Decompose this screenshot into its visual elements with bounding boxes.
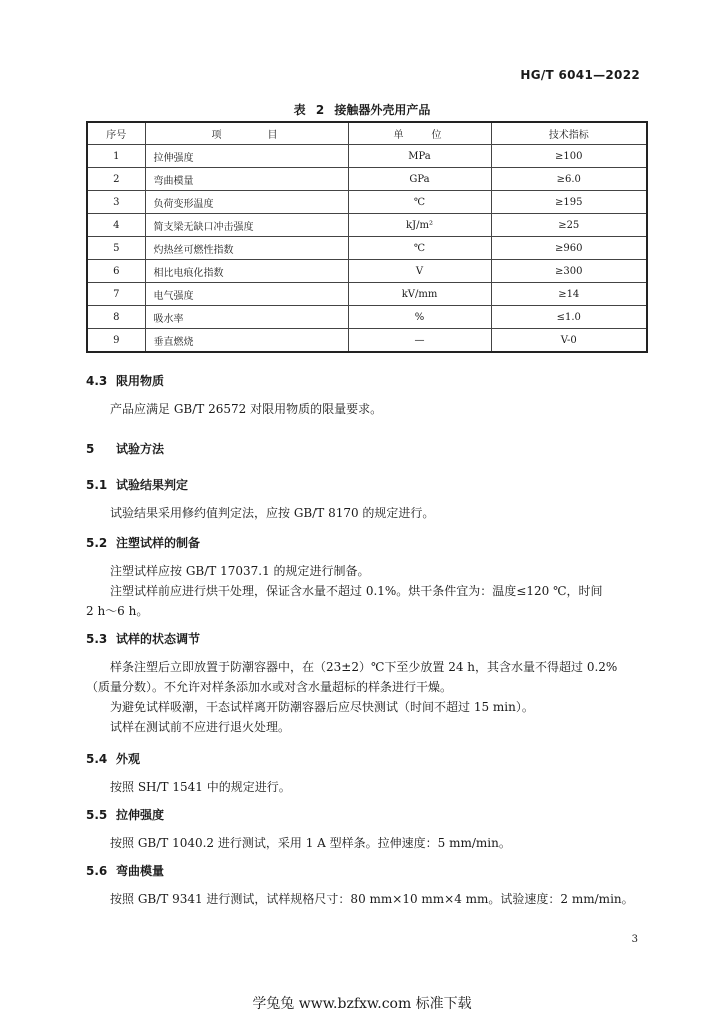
table-row <box>87 145 647 168</box>
row-unit-cell: kV/mm <box>348 283 491 306</box>
table-row <box>87 214 647 237</box>
row-value-cell: ≥6.0 <box>491 168 647 191</box>
row-no-cell: 4 <box>87 214 145 237</box>
paragraph-line: 2 h～6 h。 <box>86 604 149 618</box>
row-value-cell: ≥14 <box>491 283 647 306</box>
paragraph-line: 产品应满足 GB/T 26572 对限用物质的限量要求。 <box>110 402 383 416</box>
paragraph-line: 注塑试样前应进行烘干处理，保证含水量不超过 0.1%。烘干条件宜为：温度≤120 ℃，时间 <box>110 584 603 598</box>
footer-site: 学兔兔 www.bzfxw.com 标准下载 <box>252 996 472 1012</box>
section-heading <box>86 806 164 823</box>
row-no-cell: 2 <box>87 168 145 191</box>
section-number: 5.1 <box>86 478 108 492</box>
section-heading <box>86 534 200 551</box>
row-item-cell: 灼热丝可燃性指数 <box>145 237 348 260</box>
header-no: 序号 <box>87 122 145 145</box>
table-row <box>87 260 647 283</box>
section-heading <box>86 440 164 457</box>
row-no-cell: 9 <box>87 329 145 353</box>
paragraph-line: 试验结果采用修约值判定法，应按 GB/T 8170 的规定进行。 <box>110 506 435 520</box>
section-title: 外观 <box>116 752 141 766</box>
table-row <box>87 306 647 329</box>
row-unit-cell: MPa <box>348 145 491 168</box>
row-value-cell: ≥100 <box>491 145 647 168</box>
paragraph-line: 试样在测试前不应进行退火处理。 <box>110 720 291 734</box>
row-item-cell: 拉伸强度 <box>145 145 348 168</box>
table-row <box>87 283 647 306</box>
row-unit-cell: kJ/m² <box>348 214 491 237</box>
section-title: 弯曲模量 <box>116 864 165 878</box>
paragraph-line: 样条注塑后立即放置于防潮容器中，在（23±2）℃下至少放置 24 h，其含水量不得超过 0.2% <box>110 660 618 674</box>
table-row <box>87 237 647 260</box>
section-number: 5.5 <box>86 808 108 822</box>
section-number: 5.6 <box>86 864 108 878</box>
table-row <box>87 168 647 191</box>
section-title: 试验方法 <box>116 442 165 456</box>
table-row <box>87 329 647 353</box>
section-heading <box>86 476 188 493</box>
row-value-cell: ≥195 <box>491 191 647 214</box>
row-item-cell: 弯曲模量 <box>145 168 348 191</box>
section-title: 注塑试样的制备 <box>116 536 201 550</box>
table-caption: 表 2 接触器外壳用产品 <box>293 103 431 117</box>
row-unit-cell: — <box>348 329 491 353</box>
header-unit: 单位 <box>348 122 491 145</box>
row-unit-cell: V <box>348 260 491 283</box>
row-no-cell: 6 <box>87 260 145 283</box>
row-no-cell: 1 <box>87 145 145 168</box>
row-no-cell: 8 <box>87 306 145 329</box>
row-item-cell: 相比电痕化指数 <box>145 260 348 283</box>
section-heading <box>86 372 164 389</box>
row-value-cell: ≥300 <box>491 260 647 283</box>
paragraph-line: （质量分数）。不允许对样条添加水或对含水量超标的样条进行干燥。 <box>86 680 453 694</box>
section-number: 5.2 <box>86 536 108 550</box>
row-no-cell: 3 <box>87 191 145 214</box>
row-item-cell: 吸水率 <box>145 306 348 329</box>
paragraph-line: 注塑试样应按 GB/T 17037.1 的规定进行制备。 <box>110 564 370 578</box>
row-value-cell: ≥25 <box>491 214 647 237</box>
row-unit-cell: ℃ <box>348 237 491 260</box>
document-number: HG/T 6041—2022 <box>520 68 640 82</box>
spec-table <box>86 121 648 353</box>
paragraph-line: 按照 GB/T 1040.2 进行测试，采用 1 A 型样条。拉伸速度：5 mm/min。 <box>110 836 511 850</box>
paragraph-line: 按照 GB/T 9341 进行测试，试样规格尺寸：80 mm×10 mm×4 mm。试验速度：2 mm/min。 <box>110 892 634 906</box>
header-value: 技术指标 <box>491 122 647 145</box>
row-item-cell: 负荷变形温度 <box>145 191 348 214</box>
section-heading <box>86 862 164 879</box>
row-value-cell: ≥960 <box>491 237 647 260</box>
section-title: 试验结果判定 <box>116 478 189 492</box>
row-unit-cell: GPa <box>348 168 491 191</box>
row-value-cell: ≤1.0 <box>491 306 647 329</box>
table-header-row <box>87 122 647 145</box>
paragraph-line: 为避免试样吸潮，干态试样离开防潮容器后应尽快测试（时间不超过 15 min）。 <box>110 700 534 714</box>
row-item-cell: 简支梁无缺口冲击强度 <box>145 214 348 237</box>
section-title: 限用物质 <box>116 374 165 388</box>
header-item: 项目 <box>145 122 348 145</box>
row-item-cell: 电气强度 <box>145 283 348 306</box>
section-heading <box>86 630 200 647</box>
row-value-cell: V-0 <box>491 329 647 353</box>
section-heading <box>86 750 140 767</box>
section-title: 试样的状态调节 <box>116 632 201 646</box>
section-title: 拉伸强度 <box>116 808 165 822</box>
row-no-cell: 7 <box>87 283 145 306</box>
table-row <box>87 191 647 214</box>
row-no-cell: 5 <box>87 237 145 260</box>
section-number: 5.4 <box>86 752 108 766</box>
page-number: 3 <box>631 934 638 945</box>
paragraph-line: 按照 SH/T 1541 中的规定进行。 <box>110 780 291 794</box>
section-number: 5.3 <box>86 632 108 646</box>
row-unit-cell: % <box>348 306 491 329</box>
row-item-cell: 垂直燃烧 <box>145 329 348 353</box>
row-unit-cell: ℃ <box>348 191 491 214</box>
section-number: 5 <box>86 442 95 456</box>
section-number: 4.3 <box>86 374 108 388</box>
